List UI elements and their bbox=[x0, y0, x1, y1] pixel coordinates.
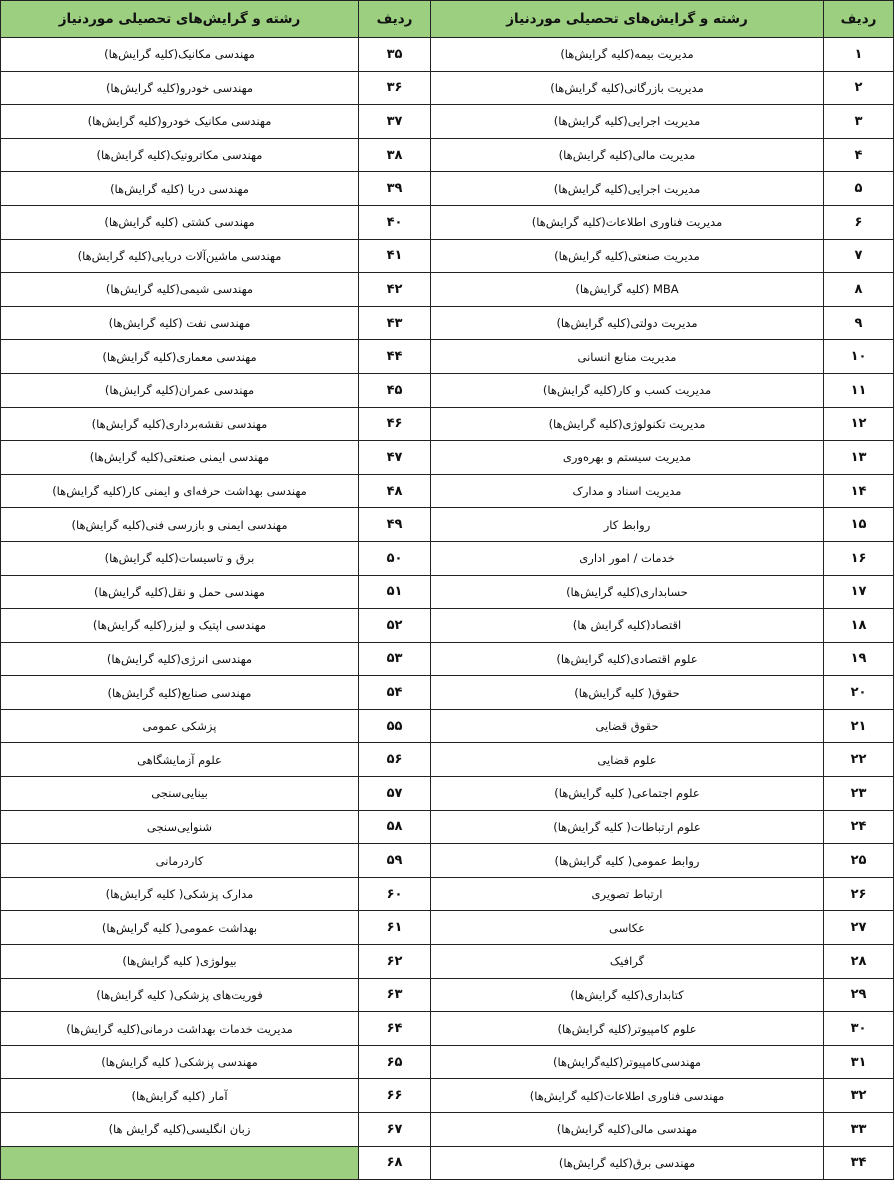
table-row bbox=[1, 105, 894, 139]
row-index-left: ۶۵ bbox=[359, 1045, 431, 1079]
row-index-left: ۳۹ bbox=[359, 172, 431, 206]
row-field-left: علوم آزمایشگاهی bbox=[1, 743, 359, 777]
row-index-right: ۵ bbox=[824, 172, 894, 206]
row-field-right: مهندسی برق(کلیه گرایش‌ها) bbox=[431, 1146, 824, 1180]
row-field-right: مدیریت منابع انسانی bbox=[431, 340, 824, 374]
row-index-left: ۵۹ bbox=[359, 844, 431, 878]
row-index-left: ۶۴ bbox=[359, 1012, 431, 1046]
row-index-right: ۲۱ bbox=[824, 709, 894, 743]
row-index-right: ۱۰ bbox=[824, 340, 894, 374]
row-field-right: حقوق قضایی bbox=[431, 709, 824, 743]
row-index-right: ۱۳ bbox=[824, 441, 894, 475]
table-body bbox=[1, 38, 894, 1180]
row-field-left: مهندسی ایمنی صنعتی(کلیه گرایش‌ها) bbox=[1, 441, 359, 475]
table-row bbox=[1, 945, 894, 979]
row-index-right: ۴ bbox=[824, 138, 894, 172]
row-index-right: ۱۸ bbox=[824, 609, 894, 643]
row-index-left: ۵۵ bbox=[359, 709, 431, 743]
row-field-right: علوم کامپیوتر(کلیه گرایش‌ها) bbox=[431, 1012, 824, 1046]
table-row bbox=[1, 474, 894, 508]
row-index-right: ۱۴ bbox=[824, 474, 894, 508]
row-index-left: ۵۶ bbox=[359, 743, 431, 777]
table-row bbox=[1, 810, 894, 844]
row-index-left: ۶۰ bbox=[359, 877, 431, 911]
table-row bbox=[1, 1146, 894, 1180]
row-index-left: ۵۸ bbox=[359, 810, 431, 844]
row-field-right: مدیریت اجرایی(کلیه گرایش‌ها) bbox=[431, 105, 824, 139]
row-index-right: ۱۲ bbox=[824, 407, 894, 441]
row-field-right: مدیریت سیستم و بهره‌وری bbox=[431, 441, 824, 475]
row-field-right: مدیریت کسب و کار(کلیه گرایش‌ها) bbox=[431, 373, 824, 407]
row-index-left: ۵۷ bbox=[359, 777, 431, 811]
row-field-left: مدارک پزشکی( کلیه گرایش‌ها) bbox=[1, 877, 359, 911]
row-field-right: مدیریت بازرگانی(کلیه گرایش‌ها) bbox=[431, 71, 824, 105]
row-index-left: ۵۴ bbox=[359, 676, 431, 710]
row-field-left: مدیریت خدمات بهداشت درمانی(کلیه گرایش‌ها) bbox=[1, 1012, 359, 1046]
row-field-right: علوم قضایی bbox=[431, 743, 824, 777]
row-field-right: مدیریت فناوری اطلاعات(کلیه گرایش‌ها) bbox=[431, 205, 824, 239]
row-field-right: مدیریت اسناد و مدارک bbox=[431, 474, 824, 508]
row-field-right: خدمات / امور اداری bbox=[431, 541, 824, 575]
row-field-right: روابط کار bbox=[431, 508, 824, 542]
row-field-left: آمار (کلیه گرایش‌ها) bbox=[1, 1079, 359, 1113]
row-field-left: بیولوژی( کلیه گرایش‌ها) bbox=[1, 945, 359, 979]
row-index-right: ۱ bbox=[824, 38, 894, 72]
row-index-left: ۴۹ bbox=[359, 508, 431, 542]
row-field-left: مهندسی شیمی(کلیه گرایش‌ها) bbox=[1, 273, 359, 307]
row-index-right: ۶ bbox=[824, 205, 894, 239]
row-field-left: مهندسی دریا (کلیه گرایش‌ها) bbox=[1, 172, 359, 206]
row-index-right: ۱۹ bbox=[824, 642, 894, 676]
row-index-left: ۴۷ bbox=[359, 441, 431, 475]
row-index-right: ۲۳ bbox=[824, 777, 894, 811]
row-field-right: عکاسی bbox=[431, 911, 824, 945]
row-field-left: مهندسی نفت (کلیه گرایش‌ها) bbox=[1, 306, 359, 340]
row-index-right: ۲۲ bbox=[824, 743, 894, 777]
row-field-right: مدیریت دولتی(کلیه گرایش‌ها) bbox=[431, 306, 824, 340]
table-row bbox=[1, 575, 894, 609]
table-row bbox=[1, 205, 894, 239]
row-field-right: مهندسی مالی(کلیه گرایش‌ها) bbox=[431, 1113, 824, 1147]
table-row bbox=[1, 743, 894, 777]
table-row bbox=[1, 777, 894, 811]
header-index-left: ردیف bbox=[359, 1, 431, 38]
row-field-right: علوم اقتصادی(کلیه گرایش‌ها) bbox=[431, 642, 824, 676]
row-index-right: ۳۰ bbox=[824, 1012, 894, 1046]
row-field-right: مدیریت مالی(کلیه گرایش‌ها) bbox=[431, 138, 824, 172]
row-index-right: ۲۶ bbox=[824, 877, 894, 911]
row-index-right: ۲۷ bbox=[824, 911, 894, 945]
header-index-right: ردیف bbox=[824, 1, 894, 38]
row-index-left: ۶۱ bbox=[359, 911, 431, 945]
row-field-left: پزشکی عمومی bbox=[1, 709, 359, 743]
header-field-right: رشته و گرایش‌های تحصیلی موردنیاز bbox=[431, 1, 824, 38]
row-index-left: ۶۲ bbox=[359, 945, 431, 979]
row-index-right: ۲۰ bbox=[824, 676, 894, 710]
row-index-right: ۲۴ bbox=[824, 810, 894, 844]
table-row bbox=[1, 1079, 894, 1113]
table-row bbox=[1, 978, 894, 1012]
table-row bbox=[1, 1113, 894, 1147]
table-row bbox=[1, 71, 894, 105]
row-field-left: شنوایی‌سنجی bbox=[1, 810, 359, 844]
row-field-left: برق و تاسیسات(کلیه گرایش‌ها) bbox=[1, 541, 359, 575]
header-field-left: رشته و گرایش‌های تحصیلی موردنیاز bbox=[1, 1, 359, 38]
row-field-left: مهندسی صنایع(کلیه گرایش‌ها) bbox=[1, 676, 359, 710]
row-field-right: کتابداری(کلیه گرایش‌ها) bbox=[431, 978, 824, 1012]
row-field-left: مهندسی اپتیک و لیزر(کلیه گرایش‌ها) bbox=[1, 609, 359, 643]
row-index-left: ۳۵ bbox=[359, 38, 431, 72]
row-index-left: ۵۰ bbox=[359, 541, 431, 575]
row-field-right: MBA (کلیه گرایش‌ها) bbox=[431, 273, 824, 307]
row-index-right: ۷ bbox=[824, 239, 894, 273]
row-index-left: ۳۸ bbox=[359, 138, 431, 172]
row-field-left: مهندسی انرژی(کلیه گرایش‌ها) bbox=[1, 642, 359, 676]
row-field-left: مهندسی خودرو(کلیه گرایش‌ها) bbox=[1, 71, 359, 105]
row-index-right: ۱۷ bbox=[824, 575, 894, 609]
row-index-right: ۲۸ bbox=[824, 945, 894, 979]
row-field-left: مهندسی ماشین‌آلات دریایی(کلیه گرایش‌ها) bbox=[1, 239, 359, 273]
table-row bbox=[1, 306, 894, 340]
row-index-left: ۴۶ bbox=[359, 407, 431, 441]
row-field-left: مهندسی مکاترونیک(کلیه گرایش‌ها) bbox=[1, 138, 359, 172]
row-index-left: ۶۸ bbox=[359, 1146, 431, 1180]
row-index-left: ۴۱ bbox=[359, 239, 431, 273]
row-index-right: ۳۴ bbox=[824, 1146, 894, 1180]
row-field-right: حقوق( کلیه گرایش‌ها) bbox=[431, 676, 824, 710]
row-index-right: ۱۵ bbox=[824, 508, 894, 542]
row-field-left: مهندسی مکانیک خودرو(کلیه گرایش‌ها) bbox=[1, 105, 359, 139]
row-index-left: ۴۲ bbox=[359, 273, 431, 307]
row-index-left: ۴۸ bbox=[359, 474, 431, 508]
row-index-right: ۳۲ bbox=[824, 1079, 894, 1113]
row-index-left: ۳۶ bbox=[359, 71, 431, 105]
row-index-right: ۳۱ bbox=[824, 1045, 894, 1079]
table-row bbox=[1, 1045, 894, 1079]
row-index-right: ۳ bbox=[824, 105, 894, 139]
row-field-left: مهندسی معماری(کلیه گرایش‌ها) bbox=[1, 340, 359, 374]
row-field-left: مهندسی مکانیک(کلیه گرایش‌ها) bbox=[1, 38, 359, 72]
row-field-right: مدیریت بیمه(کلیه گرایش‌ها) bbox=[431, 38, 824, 72]
table-header-row bbox=[1, 1, 894, 38]
table-row bbox=[1, 911, 894, 945]
row-field-right: علوم ارتباطات( کلیه گرایش‌ها) bbox=[431, 810, 824, 844]
table-row bbox=[1, 273, 894, 307]
table-row bbox=[1, 676, 894, 710]
row-field-left: مهندسی کشتی (کلیه گرایش‌ها) bbox=[1, 205, 359, 239]
empty-highlight-cell bbox=[1, 1146, 359, 1180]
row-index-left: ۶۶ bbox=[359, 1079, 431, 1113]
row-field-right: حسابداری(کلیه گرایش‌ها) bbox=[431, 575, 824, 609]
table-row bbox=[1, 172, 894, 206]
table-row bbox=[1, 877, 894, 911]
row-field-right: گرافیک bbox=[431, 945, 824, 979]
table-row bbox=[1, 373, 894, 407]
row-field-left: زبان انگلیسی(کلیه گرایش ها) bbox=[1, 1113, 359, 1147]
table-row bbox=[1, 508, 894, 542]
row-index-right: ۲ bbox=[824, 71, 894, 105]
table-row bbox=[1, 642, 894, 676]
row-index-right: ۱۶ bbox=[824, 541, 894, 575]
row-index-right: ۹ bbox=[824, 306, 894, 340]
row-field-left: مهندسی عمران(کلیه گرایش‌ها) bbox=[1, 373, 359, 407]
row-field-right: مهندسی‌کامپیوتر(کلیه‌گرایش‌ها) bbox=[431, 1045, 824, 1079]
table-row bbox=[1, 1012, 894, 1046]
row-index-right: ۳۳ bbox=[824, 1113, 894, 1147]
row-field-left: مهندسی حمل و نقل(کلیه گرایش‌ها) bbox=[1, 575, 359, 609]
table-row bbox=[1, 844, 894, 878]
row-field-right: مدیریت اجرایی(کلیه گرایش‌ها) bbox=[431, 172, 824, 206]
row-index-left: ۴۳ bbox=[359, 306, 431, 340]
row-index-right: ۸ bbox=[824, 273, 894, 307]
table-row bbox=[1, 609, 894, 643]
table-row bbox=[1, 138, 894, 172]
table-row bbox=[1, 38, 894, 72]
row-index-right: ۲۵ bbox=[824, 844, 894, 878]
row-field-left: کاردرمانی bbox=[1, 844, 359, 878]
row-field-left: مهندسی پزشکی( کلیه گرایش‌ها) bbox=[1, 1045, 359, 1079]
table-row bbox=[1, 340, 894, 374]
row-field-left: مهندسی بهداشت حرفه‌ای و ایمنی کار(کلیه گرایش‌ها) bbox=[1, 474, 359, 508]
row-field-left: بینایی‌سنجی bbox=[1, 777, 359, 811]
row-field-left: مهندسی نقشه‌برداری(کلیه گرایش‌ها) bbox=[1, 407, 359, 441]
row-index-left: ۵۳ bbox=[359, 642, 431, 676]
row-field-right: مدیریت تکنولوژی(کلیه گرایش‌ها) bbox=[431, 407, 824, 441]
row-field-right: مهندسی فناوری اطلاعات(کلیه گرایش‌ها) bbox=[431, 1079, 824, 1113]
row-index-right: ۱۱ bbox=[824, 373, 894, 407]
row-index-left: ۴۴ bbox=[359, 340, 431, 374]
row-index-right: ۲۹ bbox=[824, 978, 894, 1012]
row-field-right: مدیریت صنعتی(کلیه گرایش‌ها) bbox=[431, 239, 824, 273]
row-index-left: ۵۲ bbox=[359, 609, 431, 643]
row-field-right: روابط عمومی( کلیه گرایش‌ها) bbox=[431, 844, 824, 878]
row-index-left: ۶۷ bbox=[359, 1113, 431, 1147]
row-field-left: فوریت‌های پزشکی( کلیه گرایش‌ها) bbox=[1, 978, 359, 1012]
row-index-left: ۴۵ bbox=[359, 373, 431, 407]
row-field-right: ارتباط تصویری bbox=[431, 877, 824, 911]
table-row bbox=[1, 407, 894, 441]
row-field-right: اقتصاد(کلیه گرایش ها) bbox=[431, 609, 824, 643]
table-row bbox=[1, 239, 894, 273]
table-row bbox=[1, 709, 894, 743]
row-field-left: بهداشت عمومی( کلیه گرایش‌ها) bbox=[1, 911, 359, 945]
row-index-left: ۵۱ bbox=[359, 575, 431, 609]
row-index-left: ۴۰ bbox=[359, 205, 431, 239]
row-field-left: مهندسی ایمنی و بازرسی فنی(کلیه گرایش‌ها) bbox=[1, 508, 359, 542]
row-index-left: ۳۷ bbox=[359, 105, 431, 139]
row-field-right: علوم اجتماعی( کلیه گرایش‌ها) bbox=[431, 777, 824, 811]
row-index-left: ۶۳ bbox=[359, 978, 431, 1012]
table-row bbox=[1, 541, 894, 575]
table-row bbox=[1, 441, 894, 475]
